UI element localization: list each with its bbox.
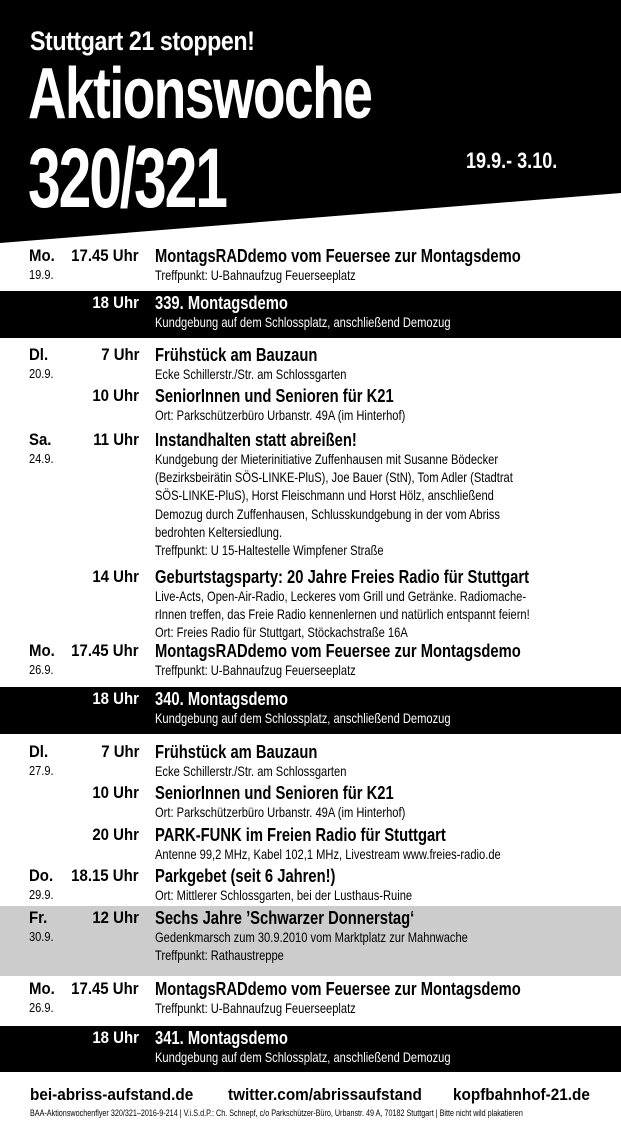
event-detail-line: Ort: Parkschützerbüro Urbanstr. 49A (im Hinterhof) — [155, 408, 406, 423]
event-title: Sechs Jahre ’Schwarzer Donnerstag‘ — [155, 908, 415, 928]
event-body — [155, 977, 590, 1018]
event-body — [155, 864, 590, 905]
event-title: MontagsRADdemo vom Feuersee zur Montagsdemo — [155, 979, 521, 999]
event-row — [0, 343, 621, 383]
event-title: SeniorInnen und Senioren für K21 — [155, 386, 394, 406]
event-date: 26.9. — [29, 1000, 54, 1015]
event-body — [155, 1026, 590, 1067]
event-title: Geburtstagsparty: 20 Jahre Freies Radio für Stuttgart — [155, 567, 530, 587]
event-row — [0, 977, 621, 1021]
event-detail-line: Demozug durch Zuffenhausen, Schlusskundgebung in der vom Abriss — [155, 506, 500, 522]
imprint-text: BAA-Aktionswochenflyer 320/321–2016-9-214 | V.i.S.d.P.: Ch. Schnepf, c/o Parkschützer-Büro, Urbanstr. 49 A, 70182 Stuttgart | Bitte nicht wild plakatieren — [30, 1108, 523, 1118]
event-date: 30.9. — [29, 929, 54, 944]
link-kopfbahnhof[interactable]: kopfbahnhof-21.de — [453, 1085, 590, 1104]
event-detail-line: rInnen treffen, das Freie Radio kennenlernen und natürlich entspannt feiern! — [155, 607, 530, 623]
event-detail-line: Ecke Schillerstr./Str. am Schlossgarten — [155, 764, 347, 779]
event-day: Do. — [29, 866, 54, 885]
event-day: Fr. — [29, 908, 48, 927]
event-time: 14 Uhr — [92, 567, 139, 586]
header-dates: 19.9.- 3.10. — [466, 148, 558, 173]
event-row — [0, 781, 621, 821]
event-time: 7 Uhr — [100, 345, 139, 364]
event-date: 20.9. — [29, 366, 54, 381]
event-title: 341. Montagsdemo — [155, 1028, 288, 1048]
event-detail-line: Kundgebung der Mieterinitiative Zuffenhausen mit Susanne Bödecker — [155, 452, 499, 467]
event-body — [155, 687, 590, 728]
event-date: 24.9. — [29, 451, 54, 466]
header-kicker: Stuttgart 21 stoppen! — [30, 26, 255, 56]
event-body — [155, 639, 590, 680]
event-body — [155, 823, 590, 864]
event-row — [0, 428, 621, 568]
event-date: 26.9. — [29, 662, 54, 677]
event-body — [155, 343, 590, 384]
event-time: 10 Uhr — [92, 783, 139, 802]
event-row — [0, 740, 621, 780]
event-title: MontagsRADdemo vom Feuersee zur Montagsdemo — [155, 641, 521, 661]
event-detail-line: Ort: Mittlerer Schlossgarten, bei der Lusthaus-Ruine — [155, 888, 413, 903]
event-detail-line: Treffpunkt: U-Bahnaufzug Feuerseeplatz — [155, 1001, 356, 1016]
event-day: Mo. — [29, 641, 55, 660]
event-row — [0, 384, 621, 424]
event-time: 17.45 Uhr — [71, 246, 139, 265]
event-detail-line: bedrohten Keltersiedlung. — [155, 524, 283, 540]
event-title: Instandhalten statt abreißen! — [155, 430, 357, 450]
event-detail-line: Ort: Freies Radio für Stuttgart, Stöckachstraße 16A — [155, 625, 408, 641]
event-body — [155, 781, 590, 822]
event-row — [0, 244, 621, 289]
event-body — [155, 244, 590, 285]
event-row — [0, 1026, 621, 1072]
event-detail-line: Live-Acts, Open-Air-Radio, Leckeres vom Grill und Getränke. Radiomache- — [155, 589, 527, 604]
event-body — [155, 384, 590, 425]
link-twitter[interactable]: twitter.com/abrissaufstand — [228, 1085, 422, 1104]
event-time: 18 Uhr — [92, 293, 139, 312]
event-date: 19.9. — [29, 267, 54, 282]
event-body — [155, 291, 590, 332]
event-time: 18 Uhr — [92, 689, 139, 708]
event-detail-line: Kundgebung auf dem Schlossplatz, anschließend Demozug — [155, 711, 451, 726]
event-body — [155, 428, 590, 560]
event-day: Dl. — [29, 345, 49, 364]
event-time: 10 Uhr — [92, 386, 139, 405]
event-time: 18 Uhr — [92, 1028, 139, 1047]
event-time: 17.45 Uhr — [71, 979, 139, 998]
event-date: 29.9. — [29, 887, 54, 902]
event-body — [155, 740, 590, 781]
event-detail-line: SÖS-LINKE-PluS), Horst Fleischmann und Horst Hölz, anschließend — [155, 488, 494, 504]
event-time: 7 Uhr — [100, 742, 139, 761]
flyer-header — [0, 0, 621, 245]
event-row — [0, 291, 621, 338]
event-detail-line: Ort: Parkschützerbüro Urbanstr. 49A (im Hinterhof) — [155, 805, 406, 820]
event-time: 12 Uhr — [92, 908, 139, 927]
event-row — [0, 639, 621, 681]
event-title: Frühstück am Bauzaun — [155, 345, 318, 365]
event-title: SeniorInnen und Senioren für K21 — [155, 783, 394, 803]
event-title: Parkgebet (seit 6 Jahren!) — [155, 866, 336, 886]
event-detail-line: Treffpunkt: U 15-Haltestelle Wimpfener Straße — [155, 543, 384, 559]
event-row — [0, 906, 621, 976]
event-row — [0, 864, 621, 905]
event-date: 27.9. — [29, 763, 54, 778]
header-title: Aktionswoche — [28, 54, 372, 134]
event-day: Dl. — [29, 742, 49, 761]
event-title: 339. Montagsdemo — [155, 293, 288, 313]
event-day: Mo. — [29, 979, 55, 998]
event-detail-line: Antenne 99,2 MHz, Kabel 102,1 MHz, Livestream www.freies-radio.de — [155, 847, 501, 862]
event-title: PARK-FUNK im Freien Radio für Stuttgart — [155, 825, 446, 845]
event-time: 17.45 Uhr — [71, 641, 139, 660]
event-detail-line: Kundgebung auf dem Schlossplatz, anschließend Demozug — [155, 1050, 451, 1065]
event-title: MontagsRADdemo vom Feuersee zur Montagsdemo — [155, 246, 521, 266]
event-day: Mo. — [29, 246, 55, 265]
header-number: 320/321 — [28, 131, 226, 225]
event-detail-line: Gedenkmarsch zum 30.9.2010 vom Marktplatz zur Mahnwache — [155, 930, 468, 945]
event-row — [0, 823, 621, 864]
event-body — [155, 565, 590, 643]
event-detail-line: Ecke Schillerstr./Str. am Schlossgarten — [155, 367, 347, 382]
event-row — [0, 565, 621, 639]
event-detail-line: Treffpunkt: Rathaustreppe — [155, 948, 284, 964]
event-detail-line: Treffpunkt: U-Bahnaufzug Feuerseeplatz — [155, 268, 356, 283]
event-time: 20 Uhr — [92, 825, 139, 844]
event-title: Frühstück am Bauzaun — [155, 742, 318, 762]
event-detail-line: Kundgebung auf dem Schlossplatz, anschließend Demozug — [155, 315, 451, 330]
event-row — [0, 687, 621, 734]
event-body — [155, 906, 590, 965]
event-title: 340. Montagsdemo — [155, 689, 288, 709]
event-time: 11 Uhr — [93, 430, 139, 449]
event-day: Sa. — [29, 430, 52, 449]
link-bei-abriss-aufstand[interactable]: bei-abriss-aufstand.de — [30, 1085, 194, 1104]
event-detail-line: (Bezirksbeirätin SÖS-LINKE-PluS), Joe Bauer (StN), Tom Adler (Stadtrat — [155, 470, 513, 486]
event-time: 18.15 Uhr — [71, 866, 139, 885]
event-detail-line: Treffpunkt: U-Bahnaufzug Feuerseeplatz — [155, 663, 356, 678]
